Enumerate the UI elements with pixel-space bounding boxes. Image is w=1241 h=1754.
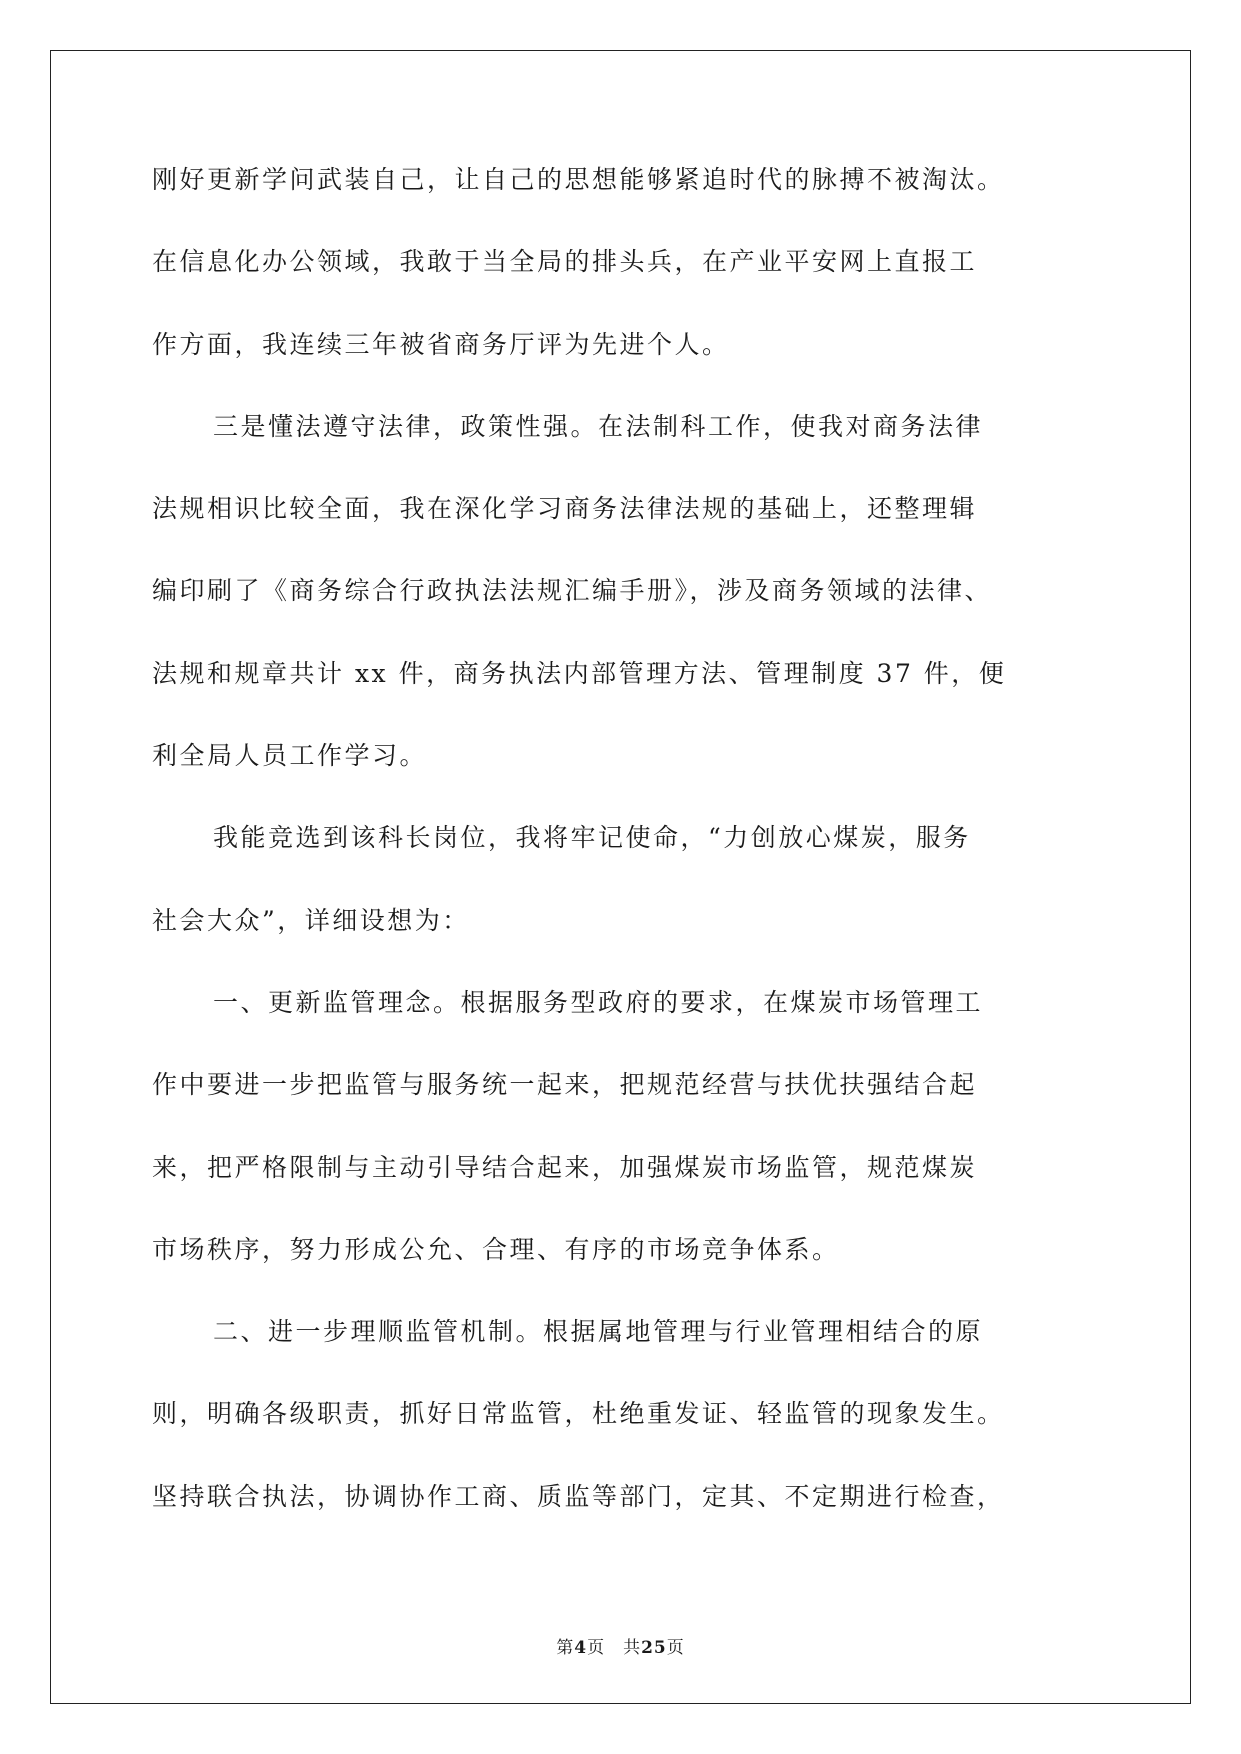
paragraph-start-line: 一、更新监管理念。根据服务型政府的要求，在煤炭市场管理工 <box>213 987 984 1017</box>
text-line: 法规和规章共计 xx 件，商务执法内部管理方法、管理制度 37 件，便 <box>152 658 1007 688</box>
document-body <box>152 160 1092 1559</box>
text-line: 法规相识比较全面，我在深化学习商务法律法规的基础上，还整理辑 <box>152 494 978 524</box>
text-line: 来，把严格限制与主动引导结合起来，加强煤炭市场监管，规范煤炭 <box>152 1152 978 1182</box>
total-prefix: 共 <box>623 1638 642 1658</box>
text-line: 市场秩序，努力形成公允、合理、有序的市场竞争体系。 <box>152 1234 840 1264</box>
text-line: 在信息化办公领域，我敢于当全局的排头兵，在产业平安网上直报工 <box>152 247 978 277</box>
page-prefix: 第 <box>556 1638 575 1658</box>
text-line: 利全局人员工作学习。 <box>152 741 428 771</box>
paragraph-start-line: 三是懂法遵守法律，政策性强。在法制科工作，使我对商务法律 <box>213 411 984 441</box>
current-page-number: 4 <box>574 1638 588 1658</box>
text-line: 则，明确各级职责，抓好日常监管，杜绝重发证、轻监管的现象发生。 <box>152 1399 1005 1429</box>
paragraph-start-line: 二、进一步理顺监管机制。根据属地管理与行业管理相结合的原 <box>213 1317 984 1347</box>
total-page-count: 25 <box>641 1638 667 1658</box>
paragraph-start-line: 我能竞选到该科长岗位，我将牢记使命，“力创放心煤炭，服务 <box>213 823 971 853</box>
page-footer <box>0 1633 1241 1658</box>
text-line: 刚好更新学问武装自己，让自己的思想能够紧追时代的脉搏不被淘汰。 <box>152 165 1005 194</box>
text-line: 编印刷了《商务综合行政执法法规汇编手册》，涉及商务领域的法律、 <box>152 576 993 606</box>
text-line: 作方面，我连续三年被省商务厅评为先进个人。 <box>152 329 730 359</box>
total-suffix: 页 <box>666 1638 685 1658</box>
text-line: 坚持联合执法，协调协作工商、质监等部门，定其、不定期进行检查， <box>152 1481 1005 1511</box>
text-line: 社会大众”，详细设想为： <box>152 905 470 935</box>
text-line: 作中要进一步把监管与服务统一起来，把规范经营与扶优扶强结合起 <box>152 1070 978 1100</box>
page-suffix: 页 <box>587 1638 606 1658</box>
